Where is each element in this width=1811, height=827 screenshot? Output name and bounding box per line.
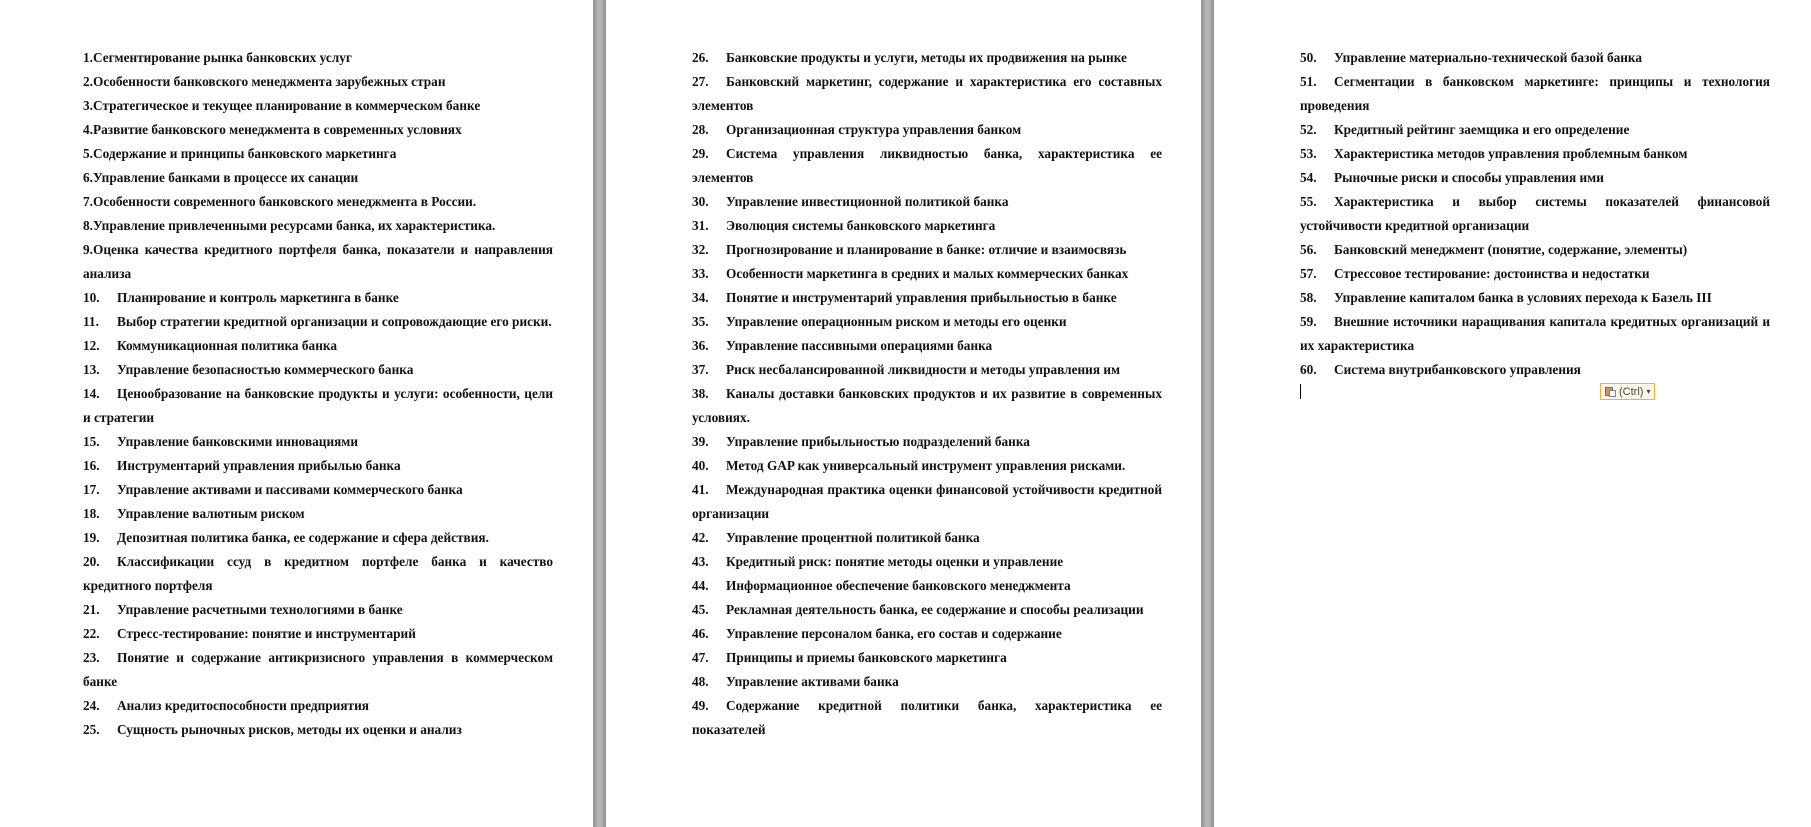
item-number: 33. xyxy=(692,266,709,281)
list-item xyxy=(83,214,553,238)
item-text: Организационная структура управления банком xyxy=(726,122,1022,137)
document-page-3[interactable] xyxy=(1214,0,1811,827)
paste-clipboard-icon xyxy=(1605,386,1616,397)
item-text: Управление персоналом банка, его состав и содержание xyxy=(726,626,1062,641)
paste-options-button[interactable] xyxy=(1600,383,1655,400)
item-text: Сегментации в банковском маркетинге: принципы и технология проведения xyxy=(1300,74,1770,113)
item-number: 46. xyxy=(692,626,709,641)
list-item xyxy=(1300,238,1770,262)
item-number: 41. xyxy=(692,482,709,497)
list-item xyxy=(83,238,553,286)
item-text: Прогнозирование и планирование в банке: отличие и взаимосвязь xyxy=(726,242,1127,257)
item-number: 42. xyxy=(692,530,709,545)
list-item xyxy=(83,430,553,454)
item-text: Особенности банковского менеджмента зарубежных стран xyxy=(92,74,446,89)
list-item xyxy=(692,670,1162,694)
item-number: 4. xyxy=(83,122,93,137)
item-number: 38. xyxy=(692,386,709,401)
list-item xyxy=(692,454,1162,478)
item-text: Банковские продукты и услуги, методы их продвижения на рынке xyxy=(726,50,1127,65)
list-item xyxy=(692,286,1162,310)
item-number: 55. xyxy=(1300,194,1317,209)
item-number: 57. xyxy=(1300,266,1317,281)
item-text: Принципы и приемы банковского маркетинга xyxy=(726,650,1007,665)
item-number: 16. xyxy=(83,458,100,473)
item-number: 8. xyxy=(83,218,93,233)
list-item xyxy=(692,142,1162,190)
item-number: 9. xyxy=(83,242,93,257)
item-text: Депозитная политика банка, ее содержание и сфера действия. xyxy=(117,530,489,545)
item-text: Инструментарий управления прибылью банка xyxy=(117,458,401,473)
list-item xyxy=(83,718,553,742)
list-item xyxy=(692,550,1162,574)
list-item xyxy=(692,334,1162,358)
item-number: 36. xyxy=(692,338,709,353)
item-number: 51. xyxy=(1300,74,1317,89)
item-text: Каналы доставки банковских продуктов и их развитие в современных условиях. xyxy=(692,386,1162,425)
list-item xyxy=(692,118,1162,142)
list-item xyxy=(83,70,553,94)
list-item xyxy=(83,526,553,550)
item-number: 29. xyxy=(692,146,709,161)
list-item xyxy=(83,310,553,334)
list-item xyxy=(83,598,553,622)
item-text: Рыночные риски и способы управления ими xyxy=(1334,170,1604,185)
item-text: Особенности маркетинга в средних и малых коммерческих банках xyxy=(726,266,1129,281)
document-page-1 xyxy=(0,0,593,827)
item-text: Кредитный рейтинг заемщика и его определение xyxy=(1334,122,1630,137)
list-item xyxy=(83,622,553,646)
item-number: 56. xyxy=(1300,242,1317,257)
item-text: Управление безопасностью коммерческого банка xyxy=(117,362,414,377)
item-text: Понятие и инструментарий управления прибыльностью в банке xyxy=(726,290,1117,305)
list-item xyxy=(692,238,1162,262)
item-number: 49. xyxy=(692,698,709,713)
list-item xyxy=(692,70,1162,118)
list-item xyxy=(83,142,553,166)
item-number: 17. xyxy=(83,482,100,497)
list-item xyxy=(692,358,1162,382)
list-item xyxy=(692,382,1162,430)
list-item xyxy=(692,190,1162,214)
list-item xyxy=(692,598,1162,622)
list-item xyxy=(83,646,553,694)
list-item xyxy=(83,478,553,502)
item-number: 15. xyxy=(83,434,100,449)
item-number: 35. xyxy=(692,314,709,329)
document-page-2 xyxy=(606,0,1201,827)
list-item xyxy=(1300,310,1770,358)
item-number: 44. xyxy=(692,578,709,593)
item-text: Развитие банковского менеджмента в современных условиях xyxy=(92,122,462,137)
question-list-page-1 xyxy=(83,46,553,742)
list-item xyxy=(692,574,1162,598)
list-item xyxy=(692,622,1162,646)
item-number: 50. xyxy=(1300,50,1317,65)
item-text: Кредитный риск: понятие методы оценки и управление xyxy=(726,554,1064,569)
item-text: Метод GAP как универсальный инструмент управления рисками. xyxy=(726,458,1126,473)
item-text: Внешние источники наращивания капитала кредитных организаций и их характеристика xyxy=(1300,314,1770,353)
list-item xyxy=(692,694,1162,742)
list-item xyxy=(692,46,1162,70)
list-item xyxy=(1300,190,1770,238)
list-item xyxy=(83,286,553,310)
list-item xyxy=(1300,166,1770,190)
item-text: Планирование и контроль маркетинга в банке xyxy=(117,290,399,305)
item-text: Сущность рыночных рисков, методы их оценки и анализ xyxy=(117,722,462,737)
item-number: 31. xyxy=(692,218,709,233)
item-number: 54. xyxy=(1300,170,1317,185)
list-item xyxy=(1300,70,1770,118)
item-number: 1. xyxy=(83,50,93,65)
item-number: 21. xyxy=(83,602,100,617)
item-text: Коммуникационная политика банка xyxy=(117,338,337,353)
list-item xyxy=(692,214,1162,238)
item-number: 60. xyxy=(1300,362,1317,377)
item-number: 25. xyxy=(83,722,100,737)
item-text: Ценообразование на банковские продукты и услуги: особенности, цели и стратегии xyxy=(83,386,553,425)
item-text: Система внутрибанковского управления xyxy=(1334,362,1581,377)
item-number: 14. xyxy=(83,386,100,401)
list-item xyxy=(83,166,553,190)
list-item xyxy=(1300,142,1770,166)
list-item xyxy=(1300,118,1770,142)
item-number: 22. xyxy=(83,626,100,641)
item-number: 39. xyxy=(692,434,709,449)
item-number: 32. xyxy=(692,242,709,257)
item-text: Характеристика и выбор системы показателей финансовой устойчивости кредитной организации xyxy=(1300,194,1770,233)
item-text: Стратегическое и текущее планирование в коммерческом банке xyxy=(92,98,481,113)
list-item xyxy=(83,358,553,382)
item-number: 18. xyxy=(83,506,100,521)
list-item xyxy=(83,502,553,526)
item-number: 6. xyxy=(83,170,93,185)
item-text: Управление прибыльностью подразделений банка xyxy=(726,434,1030,449)
list-item xyxy=(692,262,1162,286)
item-text: Банковский маркетинг, содержание и характеристика его составных элементов xyxy=(692,74,1162,113)
list-item xyxy=(1300,46,1770,70)
item-number: 34. xyxy=(692,290,709,305)
item-number: 24. xyxy=(83,698,100,713)
item-number: 48. xyxy=(692,674,709,689)
list-item xyxy=(1300,358,1770,382)
list-item xyxy=(692,430,1162,454)
item-text: Оценка качества кредитного портфеля банка, показатели и направления анализа xyxy=(83,242,553,281)
item-text: Риск несбалансированной ликвидности и методы управления им xyxy=(726,362,1121,377)
item-number: 28. xyxy=(692,122,709,137)
list-item xyxy=(83,46,553,70)
text-cursor xyxy=(1300,384,1301,399)
item-text: Управление банками в процессе их санации xyxy=(92,170,359,185)
item-text: Управление привлеченными ресурсами банка, их характеристика. xyxy=(92,218,496,233)
question-list-page-3 xyxy=(1300,46,1770,382)
list-item xyxy=(1300,286,1770,310)
item-number: 52. xyxy=(1300,122,1317,137)
item-text: Управление капиталом банка в условиях перехода к Базель III xyxy=(1334,290,1712,305)
item-text: Информационное обеспечение банковского менеджмента xyxy=(726,578,1071,593)
item-number: 45. xyxy=(692,602,709,617)
item-number: 7. xyxy=(83,194,93,209)
paste-options-label: (Ctrl) xyxy=(1619,385,1644,398)
item-number: 26. xyxy=(692,50,709,65)
item-text: Классификации ссуд в кредитном портфеле банка и качество кредитного портфеля xyxy=(83,554,553,593)
item-number: 12. xyxy=(83,338,100,353)
item-text: Содержание и принципы банковского маркетинга xyxy=(92,146,397,161)
item-number: 40. xyxy=(692,458,709,473)
item-text: Сегментирование рынка банковских услуг xyxy=(92,50,352,65)
item-number: 20. xyxy=(83,554,100,569)
item-number: 30. xyxy=(692,194,709,209)
item-number: 5. xyxy=(83,146,93,161)
item-text: Понятие и содержание антикризисного управления в коммерческом банке xyxy=(83,650,553,689)
item-text: Стрессовое тестирование: достоинства и недостатки xyxy=(1334,266,1650,281)
page-separator xyxy=(593,0,606,827)
item-text: Управление инвестиционной политикой банка xyxy=(726,194,1009,209)
list-item xyxy=(83,94,553,118)
item-text: Управление активами и пассивами коммерческого банка xyxy=(117,482,463,497)
item-text: Банковский менеджмент (понятие, содержание, элементы) xyxy=(1334,242,1688,257)
item-text: Управление расчетными технологиями в банке xyxy=(117,602,403,617)
item-text: Система управления ликвидностью банка, характеристика ее элементов xyxy=(692,146,1162,185)
item-number: 58. xyxy=(1300,290,1317,305)
list-item xyxy=(1300,262,1770,286)
item-text: Управление материально-технической базой банка xyxy=(1334,50,1643,65)
item-number: 27. xyxy=(692,74,709,89)
page-separator xyxy=(1201,0,1214,827)
list-item xyxy=(83,454,553,478)
item-number: 23. xyxy=(83,650,100,665)
list-item xyxy=(83,334,553,358)
item-number: 3. xyxy=(83,98,93,113)
item-text: Анализ кредитоспособности предприятия xyxy=(117,698,369,713)
item-text: Характеристика методов управления проблемным банком xyxy=(1334,146,1688,161)
item-number: 59. xyxy=(1300,314,1317,329)
list-item xyxy=(83,382,553,430)
list-item xyxy=(692,310,1162,334)
item-text: Рекламная деятельность банка, ее содержание и способы реализации xyxy=(726,602,1144,617)
item-text: Управление банковскими инновациями xyxy=(117,434,359,449)
list-item xyxy=(83,694,553,718)
item-number: 13. xyxy=(83,362,100,377)
list-item xyxy=(692,526,1162,550)
item-number: 11. xyxy=(83,314,99,329)
list-item xyxy=(692,478,1162,526)
item-text: Управление процентной политикой банка xyxy=(726,530,980,545)
item-text: Международная практика оценки финансовой устойчивости кредитной организации xyxy=(692,482,1162,521)
item-text: Управление активами банка xyxy=(726,674,899,689)
item-number: 10. xyxy=(83,290,100,305)
item-text: Управление пассивными операциями банка xyxy=(726,338,993,353)
item-text: Особенности современного банковского менеджмента в России. xyxy=(92,194,477,209)
item-text: Выбор стратегии кредитной организации и сопровождающие его риски. xyxy=(117,314,552,329)
item-text: Управление операционным риском и методы его оценки xyxy=(726,314,1067,329)
list-item xyxy=(83,190,553,214)
chevron-down-icon: ▾ xyxy=(1646,387,1651,396)
item-text: Управление валютным риском xyxy=(117,506,305,521)
list-item xyxy=(83,550,553,598)
list-item xyxy=(692,646,1162,670)
question-list-page-2 xyxy=(692,46,1162,742)
item-number: 37. xyxy=(692,362,709,377)
item-number: 19. xyxy=(83,530,100,545)
item-number: 2. xyxy=(83,74,93,89)
item-text: Стресс-тестирование: понятие и инструментарий xyxy=(117,626,416,641)
item-number: 47. xyxy=(692,650,709,665)
item-number: 43. xyxy=(692,554,709,569)
item-text: Эволюция системы банковского маркетинга xyxy=(726,218,996,233)
list-item xyxy=(83,118,553,142)
item-number: 53. xyxy=(1300,146,1317,161)
item-text: Содержание кредитной политики банка, характеристика ее показателей xyxy=(692,698,1162,737)
